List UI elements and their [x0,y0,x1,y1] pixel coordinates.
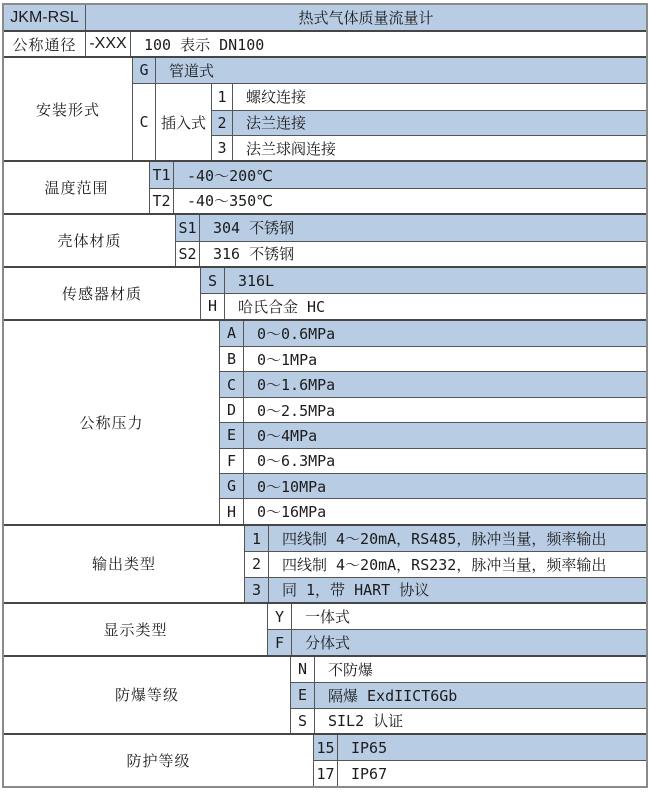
option-code: S [201,268,225,293]
option-value: 不防爆 [328,660,374,679]
option-row [133,58,646,83]
option-code: 3 [245,578,269,602]
option-row [176,215,646,240]
option-value: 0～0.6MPa [257,324,336,343]
option-value: 螺纹连接 [246,88,307,107]
option-code: S2 [176,242,200,266]
option-row [314,735,646,760]
section-output-type [4,524,646,602]
option-row [268,604,646,629]
option-row [150,162,646,187]
option-code: 2 [245,552,269,576]
section-explosion-proof [4,655,646,733]
option-code: 1 [212,84,233,109]
section-display-type [4,602,646,655]
option-row [220,371,646,396]
option-row [220,473,646,498]
option-row [268,629,646,654]
option-value: 304 不锈钢 [213,219,295,238]
option-code: T2 [150,189,174,213]
insertion-code: C [133,84,156,160]
option-code: Y [268,604,292,629]
option-value: 同 1，带 HART 协议 [282,581,430,600]
option-code: F [268,630,292,654]
option-code: E [220,423,244,447]
nominal-diameter-code: -XXX [86,32,131,55]
option-row [245,551,646,576]
section-temperature [4,160,646,213]
option-row [245,526,646,551]
option-value: -40～200℃ [187,166,274,185]
option-code: E [291,683,315,707]
option-row [201,293,646,318]
option-row [220,498,646,523]
option-value: 0～6.3MPa [257,452,336,471]
option-code: B [220,347,244,371]
option-value: 哈氏合金 HC [238,297,326,316]
product-title: 热式气体质量流量计 [86,5,646,30]
option-row [314,760,646,785]
option-value: 0～16MPa [257,503,327,522]
option-code: H [201,294,225,318]
model-selection-table [2,3,648,788]
section-header [4,5,646,30]
pressure-label: 公称压力 [4,321,220,524]
option-value: 四线制 4～20mA，RS485，脉冲当量，频率输出 [282,530,607,548]
option-code: G [220,474,244,498]
option-value: 隔爆 ExdIICT6Gb [328,686,458,705]
option-value: IP67 [351,764,388,783]
output-type-label: 输出类型 [4,526,245,602]
option-row [220,448,646,473]
option-value: -40～350℃ [187,192,274,211]
option-row [220,422,646,447]
option-value: IP65 [351,738,388,757]
option-code: 15 [314,735,338,760]
option-code: D [220,398,244,422]
protection-rating-label: 防护等级 [4,735,314,786]
option-value: 管道式 [169,61,215,80]
option-code: T1 [150,162,174,187]
option-value: 0～10MPa [257,477,327,496]
option-value: 0～2.5MPa [257,401,336,420]
option-row [220,321,646,346]
insertion-label: 插入式 [156,84,212,160]
option-code: N [291,657,315,682]
option-value: 0～4MPa [257,426,318,445]
option-value: 316 不锈钢 [213,245,295,264]
nominal-diameter-label: 公称通径 [4,32,86,55]
housing-material-label: 壳体材质 [4,215,176,266]
option-value: SIL2 认证 [328,712,404,731]
option-code: H [220,499,244,523]
option-row [291,682,646,707]
section-protection-rating [4,733,646,786]
option-row [245,577,646,602]
option-code: S [291,709,315,733]
explosion-proof-label: 防爆等级 [4,657,291,733]
option-code: F [220,449,244,473]
option-row [176,241,646,266]
nominal-diameter-value: 100 表示 DN100 [144,35,265,54]
option-row [291,708,646,733]
temperature-label: 温度范围 [4,162,150,213]
option-value: 法兰连接 [246,114,307,133]
option-row [212,84,646,109]
option-row [212,135,646,160]
option-code: 1 [245,526,269,551]
section-installation [4,56,646,161]
option-row [150,188,646,213]
option-code: 3 [212,136,233,160]
section-housing-material [4,213,646,266]
model-code: JKM-RSL [4,5,86,30]
section-pressure [4,319,646,524]
option-value: 分体式 [305,634,351,653]
option-value: 316L [238,271,275,290]
section-sensor-material [4,266,646,319]
option-value: 0～1.6MPa [257,376,336,395]
option-code: C [220,372,244,396]
option-code: G [133,58,156,83]
option-row [220,397,646,422]
option-value: 一体式 [305,608,351,627]
insertion-block [133,83,646,160]
section-nominal-diameter [4,30,646,55]
option-code: A [220,321,244,346]
option-code: 17 [314,761,338,785]
option-row [201,268,646,293]
option-row [291,657,646,682]
display-type-label: 显示类型 [4,604,268,655]
option-value: 四线制 4～20mA，RS232，脉冲当量，频率输出 [282,555,607,574]
option-row [212,110,646,135]
option-code: 2 [212,111,233,135]
option-value: 法兰球阀连接 [246,139,337,158]
option-row [220,346,646,371]
sensor-material-label: 传感器材质 [4,268,201,319]
installation-label: 安装形式 [4,58,133,161]
option-code: S1 [176,215,200,240]
option-value: 0～1MPa [257,350,318,369]
